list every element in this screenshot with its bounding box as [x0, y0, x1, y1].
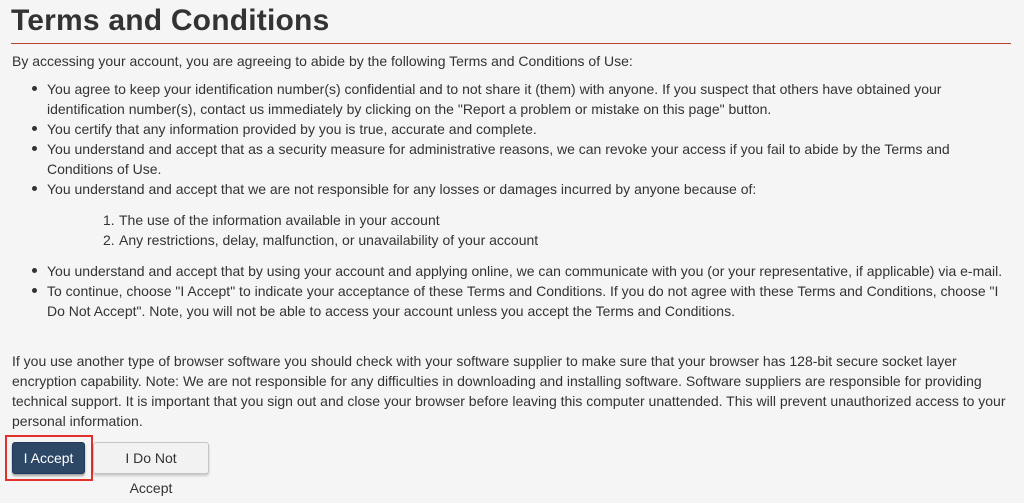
term-item: To continue, choose "I Accept" to indicate your acceptance of these Terms and Conditions. If you do not agree with these Terms and Conditions, choose "I Do Not Accept". Note, you will not be able to access your account unless you accept the Terms and Conditions. [0, 281, 1024, 321]
term-item: You certify that any information provided by you is true, accurate and complete. [0, 119, 1024, 139]
sublist-number: 1. [103, 212, 115, 228]
page-title: Terms and Conditions [11, 4, 330, 37]
sublist-text: The use of the information available in your account [119, 212, 440, 228]
sublist-item [103, 210, 1012, 230]
term-item: You understand and accept that by using your account and applying online, we can communicate with you (or your representative, if applicable) via e-mail. [0, 261, 1024, 281]
sublist-item [103, 230, 1012, 250]
browser-notice-text: If you use another type of browser software you should check with your software supplier to make sure that your browser has 128-bit secure socket layer encryption capability. Note: We are not responsible for any difficulties in downloading and installing software. Software suppliers are responsible for providing technical support. It is important that you sign out and close your browser before leaving this computer unattended. This will prevent unauthorized access to your personal information. [12, 353, 1006, 429]
accept-button[interactable]: I Accept [12, 442, 85, 474]
terms-list [0, 79, 1024, 321]
term-item-text: You understand and accept that we are not responsible for any losses or damages incurred by anyone because of: [47, 181, 757, 197]
term-item: You understand and accept that as a security measure for administrative reasons, we can revoke your access if you fail to abide by the Terms and Conditions of Use. [0, 139, 1024, 179]
intro-text: By accessing your account, you are agreeing to abide by the following Terms and Conditions of Use: [12, 53, 633, 69]
title-divider [11, 43, 1011, 44]
term-item: You agree to keep your identification number(s) confidential and to not share it (them) with anyone. If you suspect that others have obtained your identification number(s), contact us immediately by clicking on the "Report a problem or mistake on this page" button. [0, 79, 1024, 119]
sublist-number: 2. [103, 232, 115, 248]
decline-button[interactable]: I Do Not Accept [93, 442, 209, 474]
sublist-text: Any restrictions, delay, malfunction, or unavailability of your account [119, 232, 539, 248]
liability-sublist [47, 210, 1012, 250]
term-item-with-sublist [0, 179, 1024, 250]
